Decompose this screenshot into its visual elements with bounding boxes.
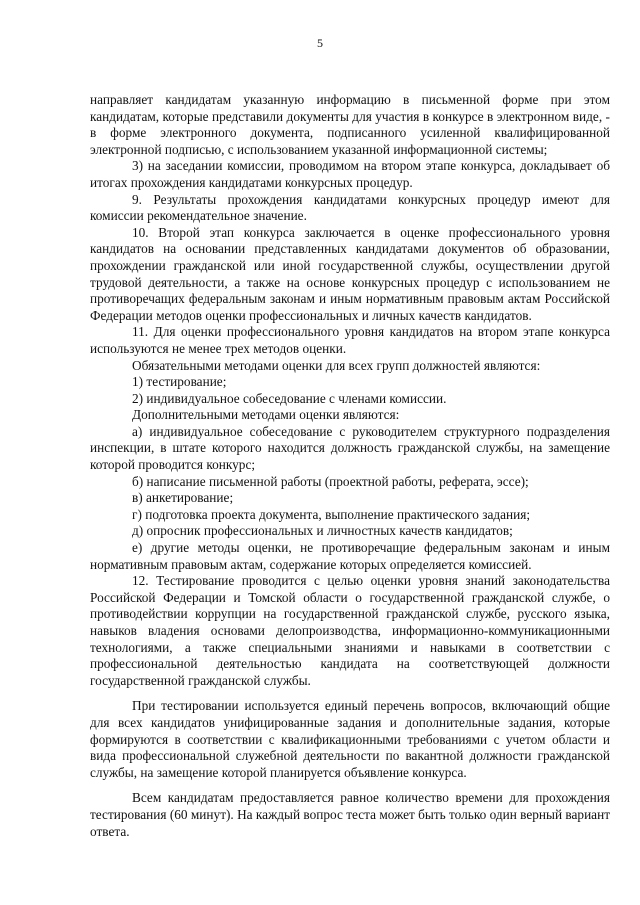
paragraph-mandatory-methods: Обязательными методами оценки для всех групп должностей являются:: [132, 357, 541, 373]
paragraph-continuation: направляет кандидатам указанную информацию в письменной форме при этом кандидатам, которые представили документы для участия в конкурсе в электронном виде, - в форме электронного документа, подписанного усиленной квалифицированной электронной подписью, с использованием указанной информационной системы;: [90, 92, 610, 157]
list-item-interview: 2) индивидуальное собеседование с членами комиссии.: [132, 390, 447, 406]
paragraph-clause-12: 12. Тестирование проводится с целью оценки уровня знаний законодательства Российской Федерации и Томской области о государственной гражданской службе, о противодействии коррупции на государственной гражданской службе, русского языка, навыков владения основами делопроизводства, информационно-коммуникационными технологиями, а также специальными знаниями и навыками в соответствии с профессиональной деятельностью кандидата на соответствующей должности государственной гражданской службы.: [90, 573, 610, 688]
list-item-testing: 1) тестирование;: [132, 374, 227, 390]
list-item-d: д) опросник профессиональных и личностных качеств кандидатов;: [132, 523, 513, 539]
document-body: [90, 92, 610, 840]
list-item-v: в) анкетирование;: [132, 490, 234, 506]
list-item-e: е) другие методы оценки, не противоречащие федеральным законам и иным нормативным правовым актам, содержание которых определяется комиссией.: [90, 540, 610, 572]
list-item-g: г) подготовка проекта документа, выполнение практического задания;: [132, 506, 531, 522]
paragraph-testing-time: Всем кандидатам предоставляется равное количество времени для прохождения тестирования (60 минут). На каждый вопрос теста может быть только один верный вариант ответа.: [90, 790, 611, 839]
paragraph-clause-10: 10. Второй этап конкурса заключается в оценке профессионального уровня кандидатов на основании представленных кандидатами документов об образовании, прохождении гражданской или иной государственной службы, осуществлении другой трудовой деятельности, а также на основе конкурсных процедур с использованием не противоречащих федеральным законам и иным нормативным правовым актам Российской Федерации методов оценки профессиональных и личных качеств кандидатов.: [90, 224, 610, 323]
list-item-b: б) написание письменной работы (проектной работы, реферата, эссе);: [132, 473, 529, 489]
paragraph-item-3: 3) на заседании комиссии, проводимом на втором этапе конкурса, докладывает об итогах прохождения кандидатами конкурсных процедур.: [90, 158, 610, 190]
page-number: 5: [317, 36, 323, 50]
paragraph-clause-11: 11. Для оценки профессионального уровня кандидатов на втором этапе конкурса используются не менее трех методов оценки.: [90, 324, 610, 356]
paragraph-additional-methods: Дополнительными методами оценки являются:: [132, 407, 400, 423]
list-item-a: а) индивидуальное собеседование с руководителем структурного подразделения инспекции, в штате которого находится должность гражданской службы, на замещение которой проводится конкурс;: [90, 423, 610, 473]
paragraph-clause-9: 9. Результаты прохождения кандидатами конкурсных процедур имеют для комиссии рекомендательное значение.: [90, 191, 610, 224]
paragraph-testing-questions: При тестировании используется единый перечень вопросов, включающий общие для всех кандидатов унифицированные задания и дополнительные задания, которые формируются в соответствии с квалификационными требованиями с учетом области и вида профессиональной служебной деятельности по вакантной должности гражданской службы, на замещение которой планируется объявление конкурса.: [90, 698, 610, 780]
